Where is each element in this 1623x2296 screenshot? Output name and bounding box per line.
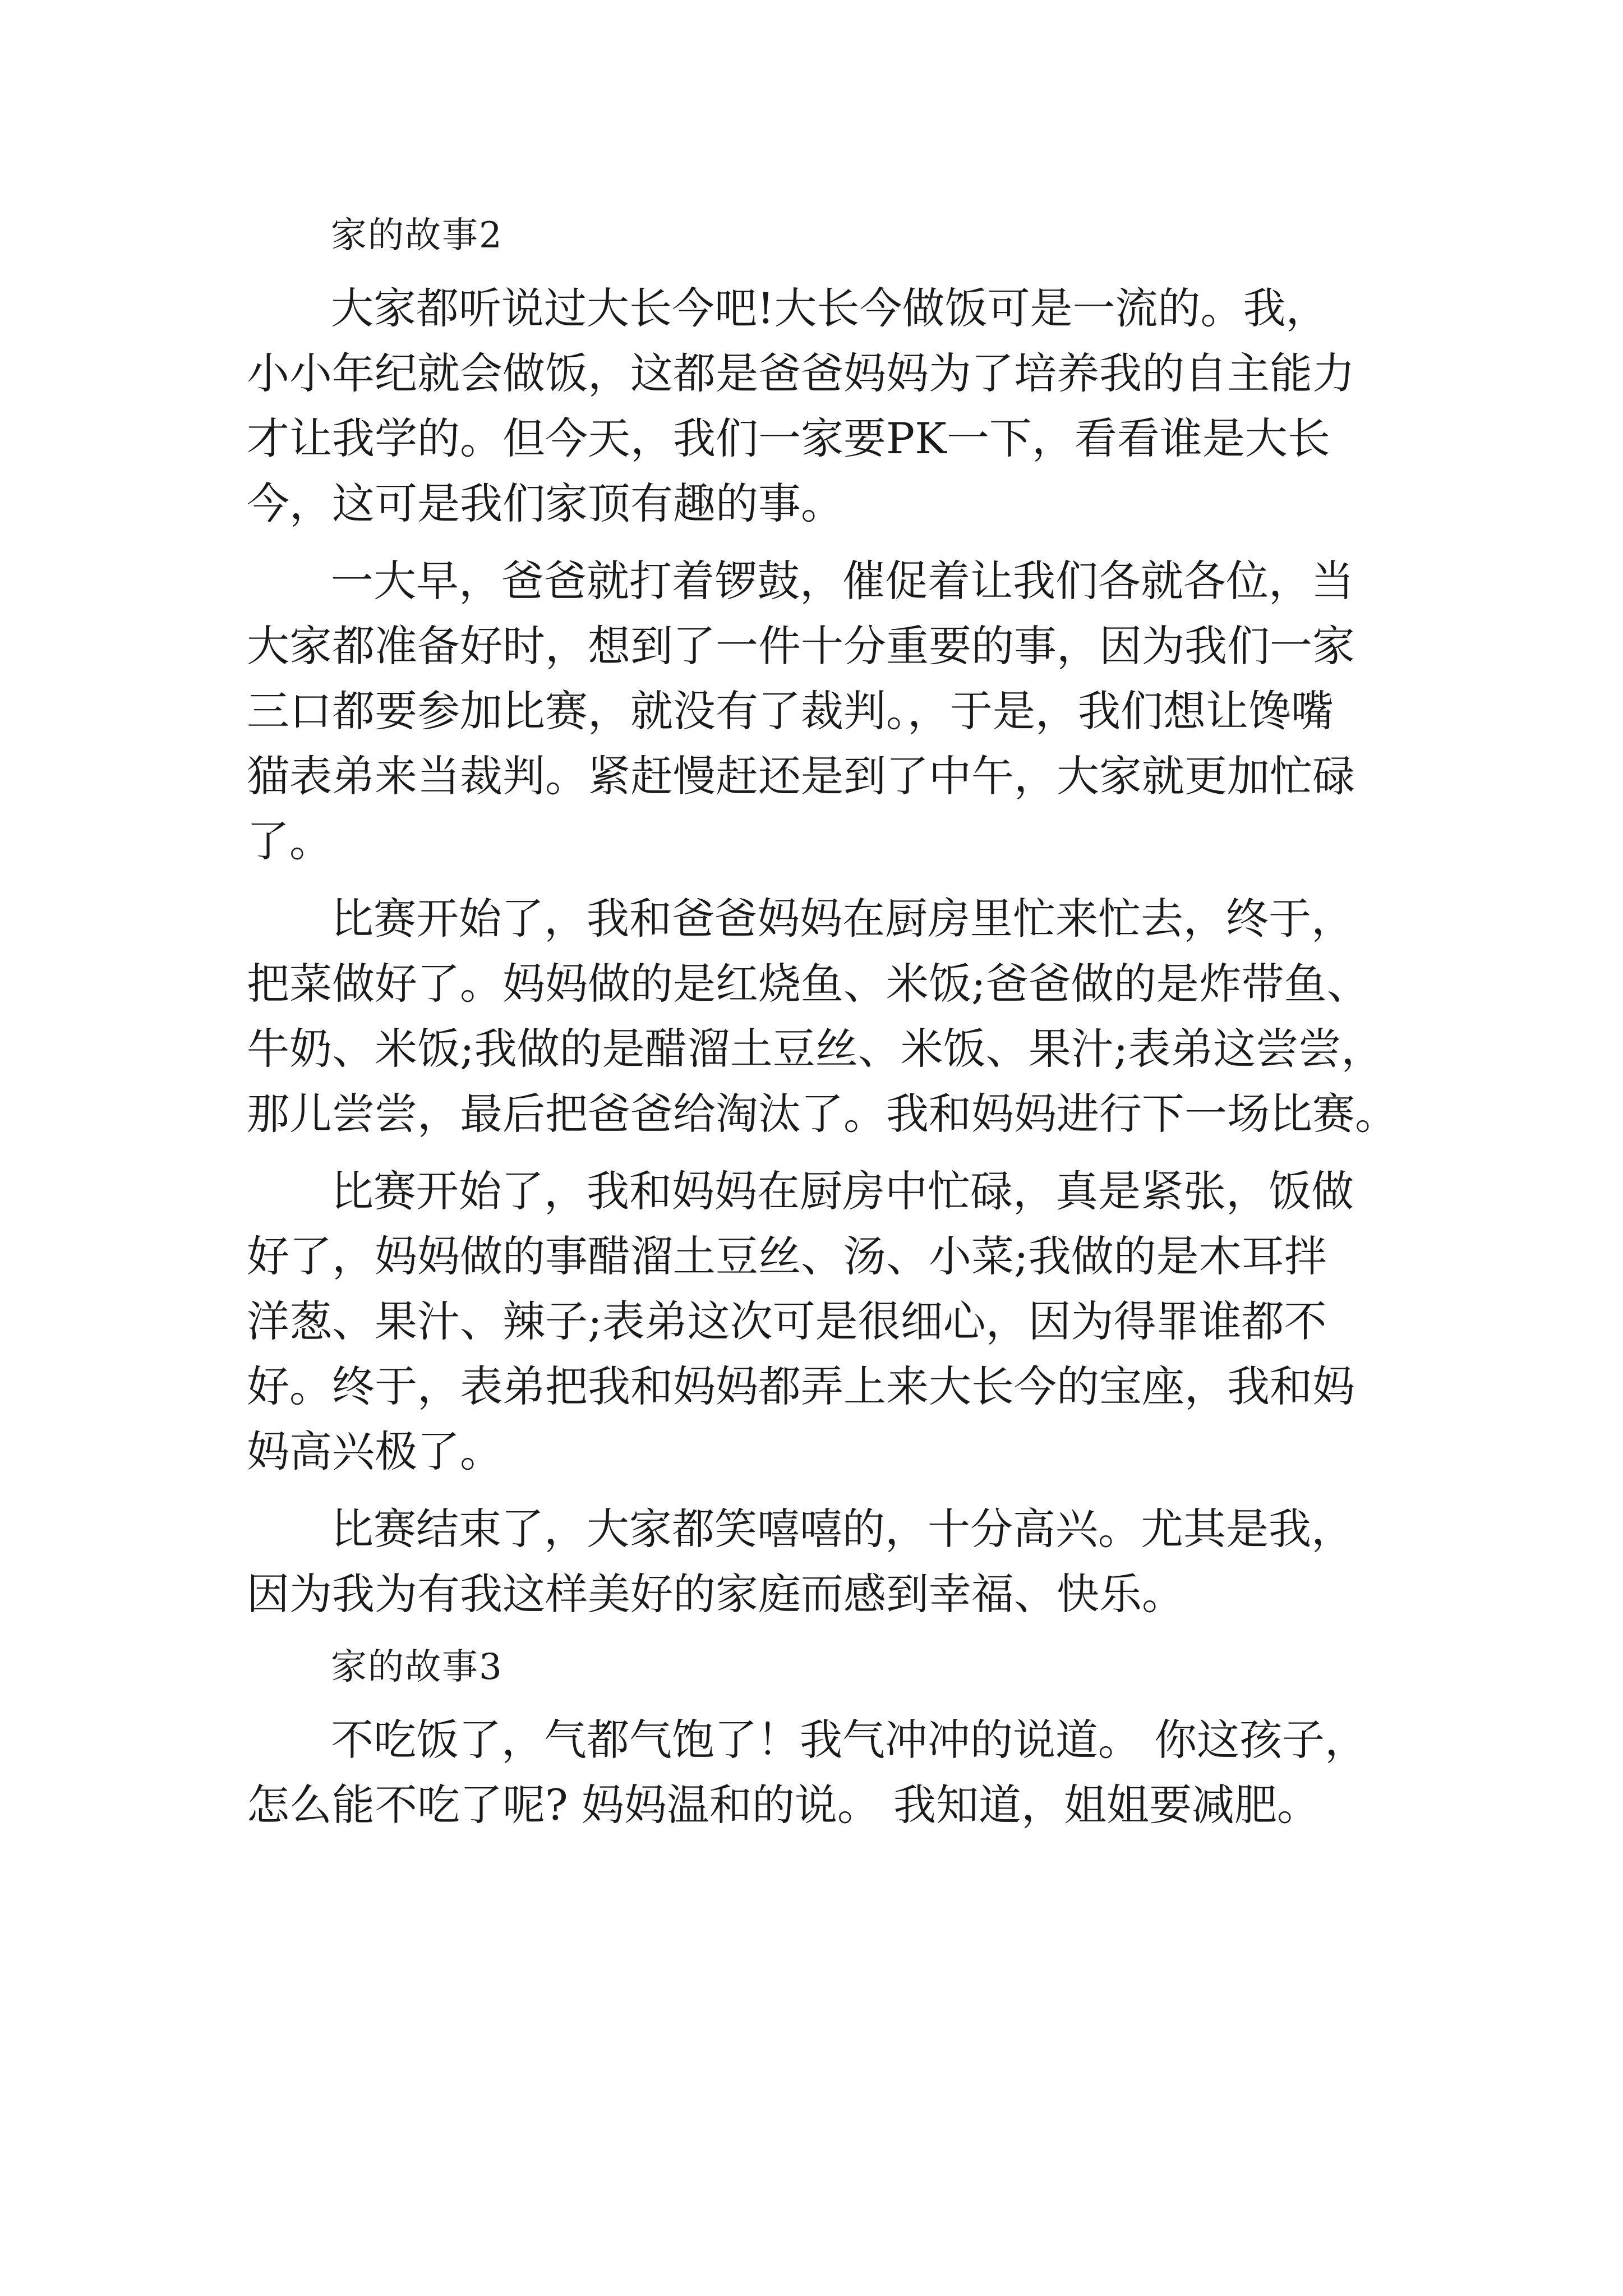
paragraph-line: 比赛开始了，我和妈妈在厨房中忙碌，真是紧张，饭做	[331, 1166, 1354, 1216]
paragraph-line: 才让我学的。但今天，我们一家要PK一下，看看谁是大长	[247, 413, 1330, 463]
paragraph-line: 不吃饭了，气都气饱了！我气冲冲的说道。 你这孩子，	[331, 1715, 1368, 1765]
paragraph-line: 比赛结束了，大家都笑嘻嘻的，十分高兴。尤其是我，	[331, 1504, 1354, 1554]
paragraph	[247, 276, 1385, 536]
paragraph-line: 好。终于，表弟把我和妈妈都弄上来大长今的宝座，我和妈	[247, 1361, 1355, 1411]
paragraph-line: 三口都要参加比赛，就没有了裁判。，于是，我们想让馋嘴	[247, 686, 1334, 736]
paragraph-line: 猫表弟来当裁判。紧赶慢赶还是到了中午，大家就更加忙碌	[247, 751, 1355, 801]
paragraph-line: 洋葱、果汁、辣子;表弟这次可是很细心，因为得罪谁都不	[247, 1296, 1327, 1346]
paragraph-line: 今，这可是我们家顶有趣的事。	[247, 478, 843, 528]
paragraph-line: 怎么能不吃了呢? 妈妈温和的说。 我知道，姐姐要减肥。	[247, 1780, 1320, 1830]
paragraph-line: 一大早，爸爸就打着锣鼓，催促着让我们各就各位，当	[331, 556, 1354, 606]
paragraph	[247, 1708, 1385, 1838]
paragraph-line: 那儿尝尝，最后把爸爸给淘汰了。我和妈妈进行下一场比赛。	[247, 1089, 1398, 1139]
paragraph-line: 因为我为有我这样美好的家庭而感到幸福、快乐。	[247, 1569, 1184, 1619]
section-heading: 家的故事2	[331, 215, 503, 256]
paragraph-line: 大家都准备好时，想到了一件十分重要的事，因为我们一家	[247, 621, 1355, 671]
paragraph-line: 了。	[247, 816, 332, 866]
paragraph-line: 牛奶、米饭;我做的是醋溜土豆丝、米饭、果汁;表弟这尝尝，	[247, 1024, 1384, 1074]
paragraph	[247, 1497, 1385, 1627]
paragraph	[247, 886, 1398, 1147]
paragraph-line: 大家都听说过大长今吧!大长今做饭可是一流的。我，	[331, 283, 1329, 333]
paragraph-line: 小小年纪就会做饭，这都是爸爸妈妈为了培养我的自主能力	[247, 348, 1355, 398]
paragraph-line: 妈高兴极了。	[247, 1427, 502, 1476]
document-body	[247, 208, 1398, 1850]
section-heading: 家的故事3	[331, 1646, 503, 1688]
paragraph-line: 比赛开始了，我和爸爸妈妈在厨房里忙来忙去，终于，	[331, 894, 1354, 944]
paragraph-line: 把菜做好了。妈妈做的是红烧鱼、米饭;爸爸做的是炸带鱼、	[247, 959, 1370, 1009]
paragraph-line: 好了，妈妈做的事醋溜土豆丝、汤、小菜;我做的是木耳拌	[247, 1231, 1327, 1281]
paragraph	[247, 549, 1385, 874]
paragraph	[247, 1159, 1385, 1484]
